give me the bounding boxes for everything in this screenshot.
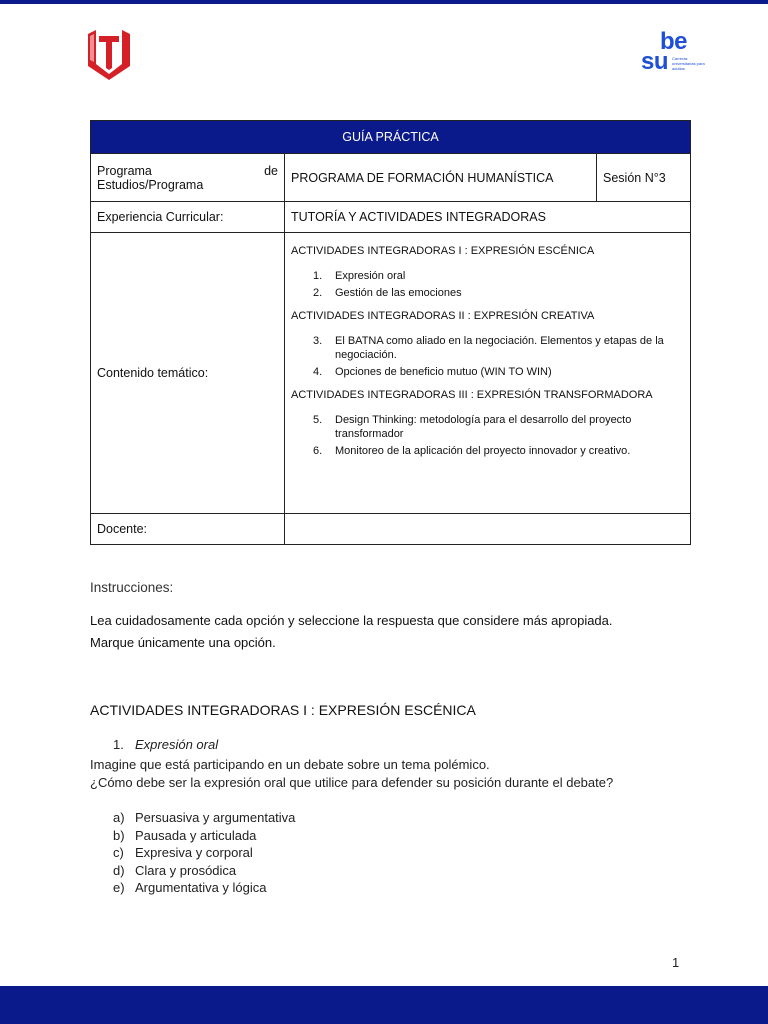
answer-option-c[interactable]: c) Expresiva y corporal [113,845,253,860]
programa-label-right: de [264,163,278,178]
docente-label: Docente: [91,514,285,545]
sube-logo-be: be [660,28,688,55]
instructions-text [90,610,690,654]
list-item: 4. Opciones de beneficio mutuo (WIN TO WIN) [313,366,552,378]
list-item: 3. El BATNA como aliado en la negociación. Elementos y etapas de la negociación. [313,335,664,361]
activity-list [313,269,684,300]
activity-list [313,413,684,458]
list-item: 6. Monitoreo de la aplicación del proyecto innovador y creativo. [313,445,631,457]
sube-logo [630,30,712,100]
programa-label [91,154,285,202]
answer-option-a[interactable]: a) Persuasiva y argumentativa [113,810,296,825]
instructions-line2: Marque únicamente una opción. [90,635,276,650]
programa-label-line2: Estudios/Programa [97,177,204,192]
contenido-tematico [285,233,691,514]
contenido-label: Contenido temático: [91,233,285,514]
sube-logo-tagline: Carreras universitarias para adultos [672,56,705,71]
answer-option-e[interactable]: e) Argumentativa y lógica [113,880,267,895]
subtopic-label: Expresión oral [135,737,219,752]
activity-title: ACTIVIDADES INTEGRADORAS I : EXPRESIÓN ESCÉNICA [291,245,595,257]
question-line2: ¿Cómo debe ser la expresión oral que utilice para defender su posición durante el debate? [90,775,614,790]
question-subtopic [113,737,218,752]
answer-options [113,809,295,897]
sesion-value: Sesión N°3 [597,154,691,202]
bottom-border [0,986,768,1024]
activity-title: ACTIVIDADES INTEGRADORAS II : EXPRESIÓN CREATIVA [291,310,595,322]
page-number: 1 [672,955,680,970]
instructions-heading: Instrucciones: [90,580,174,595]
university-logo [88,30,130,80]
answer-option-d[interactable]: d) Clara y prosódica [113,862,237,878]
list-item: 1. Expresión oral [313,270,406,282]
list-item: 2. Gestión de las emociones [313,287,462,299]
question-text [90,756,710,792]
experiencia-value: TUTORÍA Y ACTIVIDADES INTEGRADORAS [285,202,691,233]
list-item: 5. Design Thinking: metodología para el desarrollo del proyecto transformador [313,414,632,440]
question-line1: Imagine que está participando en un debate sobre un tema polémico. [90,757,490,772]
instructions-line1: Lea cuidadosamente cada opción y seleccione la respuesta que considere más apropiada. [90,613,613,628]
experiencia-label: Experiencia Curricular: [91,202,285,233]
activity-list [313,334,684,379]
guide-title: GUÍA PRÁCTICA [91,121,691,154]
guide-table [90,120,691,545]
answer-option-b[interactable]: b) Pausada y articulada [113,827,257,843]
sube-logo-su: su [641,48,669,75]
docente-value [285,514,691,545]
section-title: ACTIVIDADES INTEGRADORAS I : EXPRESIÓN ESCÉNICA [90,702,476,718]
subtopic-number: 1. [113,737,124,752]
programa-value: PROGRAMA DE FORMACIÓN HUMANÍSTICA [285,154,597,202]
activity-title: ACTIVIDADES INTEGRADORAS III : EXPRESIÓN TRANSFORMADORA [291,389,653,401]
programa-label-left: Programa [97,163,152,178]
top-border [0,0,768,4]
